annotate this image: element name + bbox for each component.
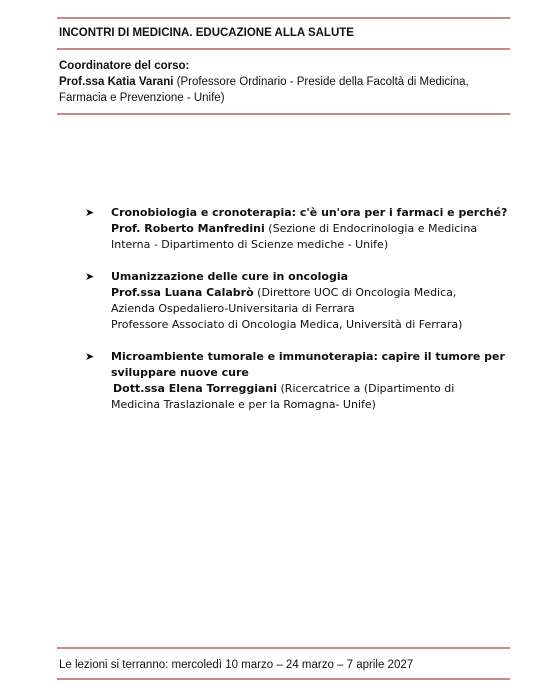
lecture-affiliation-cont: Azienda Ospedaliero-Universitaria di Ferrara: [111, 302, 355, 315]
lecture-item: [85, 269, 515, 333]
arrow-bullet-icon: ➤: [85, 270, 95, 283]
lecture-title-line: Umanizzazione delle cure in oncologia: [111, 270, 349, 283]
header-rule: [57, 48, 510, 50]
lecture-speaker: Prof.ssa Luana Calabrò: [111, 286, 254, 299]
bottom-rule: [57, 678, 510, 680]
top-rule: [57, 17, 510, 19]
arrow-bullet-icon: ➤: [85, 206, 95, 219]
lecture-speaker-line: [111, 285, 515, 301]
lecture-affiliation-cont: Medicina Traslazionale e per la Romagna- Unife): [111, 398, 376, 411]
lecture-speaker-line: [111, 381, 515, 397]
lecture-affiliation-cont: Professore Associato di Oncologia Medica, Università di Ferrara): [111, 318, 463, 331]
coordinator-block: [59, 58, 509, 106]
lecture-speaker: Prof. Roberto Manfredini: [111, 222, 265, 235]
coordinator-line: [59, 74, 509, 90]
footer-dates: Le lezioni si terranno: mercoledì 10 marzo – 24 marzo – 7 aprile 2027: [59, 659, 414, 671]
lecture-title-line: sviluppare nuove cure: [111, 366, 249, 379]
page-title: INCONTRI DI MEDICINA. EDUCAZIONE ALLA SALUTE: [59, 27, 354, 39]
coordinator-rule: [57, 113, 510, 115]
lecture-affiliation-cont: Interna - Dipartimento di Scienze mediche - Unife): [111, 238, 389, 251]
lecture-title-line: Cronobiologia e cronoterapia: c'è un'ora per i farmaci e perché?: [111, 206, 508, 219]
lecture-affiliation: (Direttore UOC di Oncologia Medica,: [253, 286, 457, 299]
lecture-item: [85, 205, 515, 253]
lecture-title: [111, 269, 515, 285]
lecture-title: [111, 349, 515, 381]
coordinator-label: Coordinatore del corso:: [59, 60, 190, 72]
coordinator-name: Prof.ssa Katia Varani: [59, 76, 174, 88]
lecture-speaker: Dott.ssa Elena Torreggiani: [113, 382, 278, 395]
coordinator-role: (Professore Ordinario - Preside della Facoltà di Medicina,: [173, 76, 469, 88]
footer-rule: [57, 647, 510, 649]
lecture-title-line: Microambiente tumorale e immunoterapia: capire il tumore per: [111, 350, 505, 363]
lecture-item: [85, 349, 515, 413]
lecture-list: [85, 205, 515, 429]
lecture-speaker-line: [111, 221, 515, 237]
lecture-affiliation: (Sezione di Endocrinologia e Medicina: [264, 222, 478, 235]
arrow-bullet-icon: ➤: [85, 350, 95, 363]
coordinator-role-cont: Farmacia e Prevenzione - Unife): [59, 92, 225, 104]
lecture-affiliation: (Ricercatrice a (Dipartimento di: [277, 382, 455, 395]
lecture-title: [111, 205, 515, 221]
